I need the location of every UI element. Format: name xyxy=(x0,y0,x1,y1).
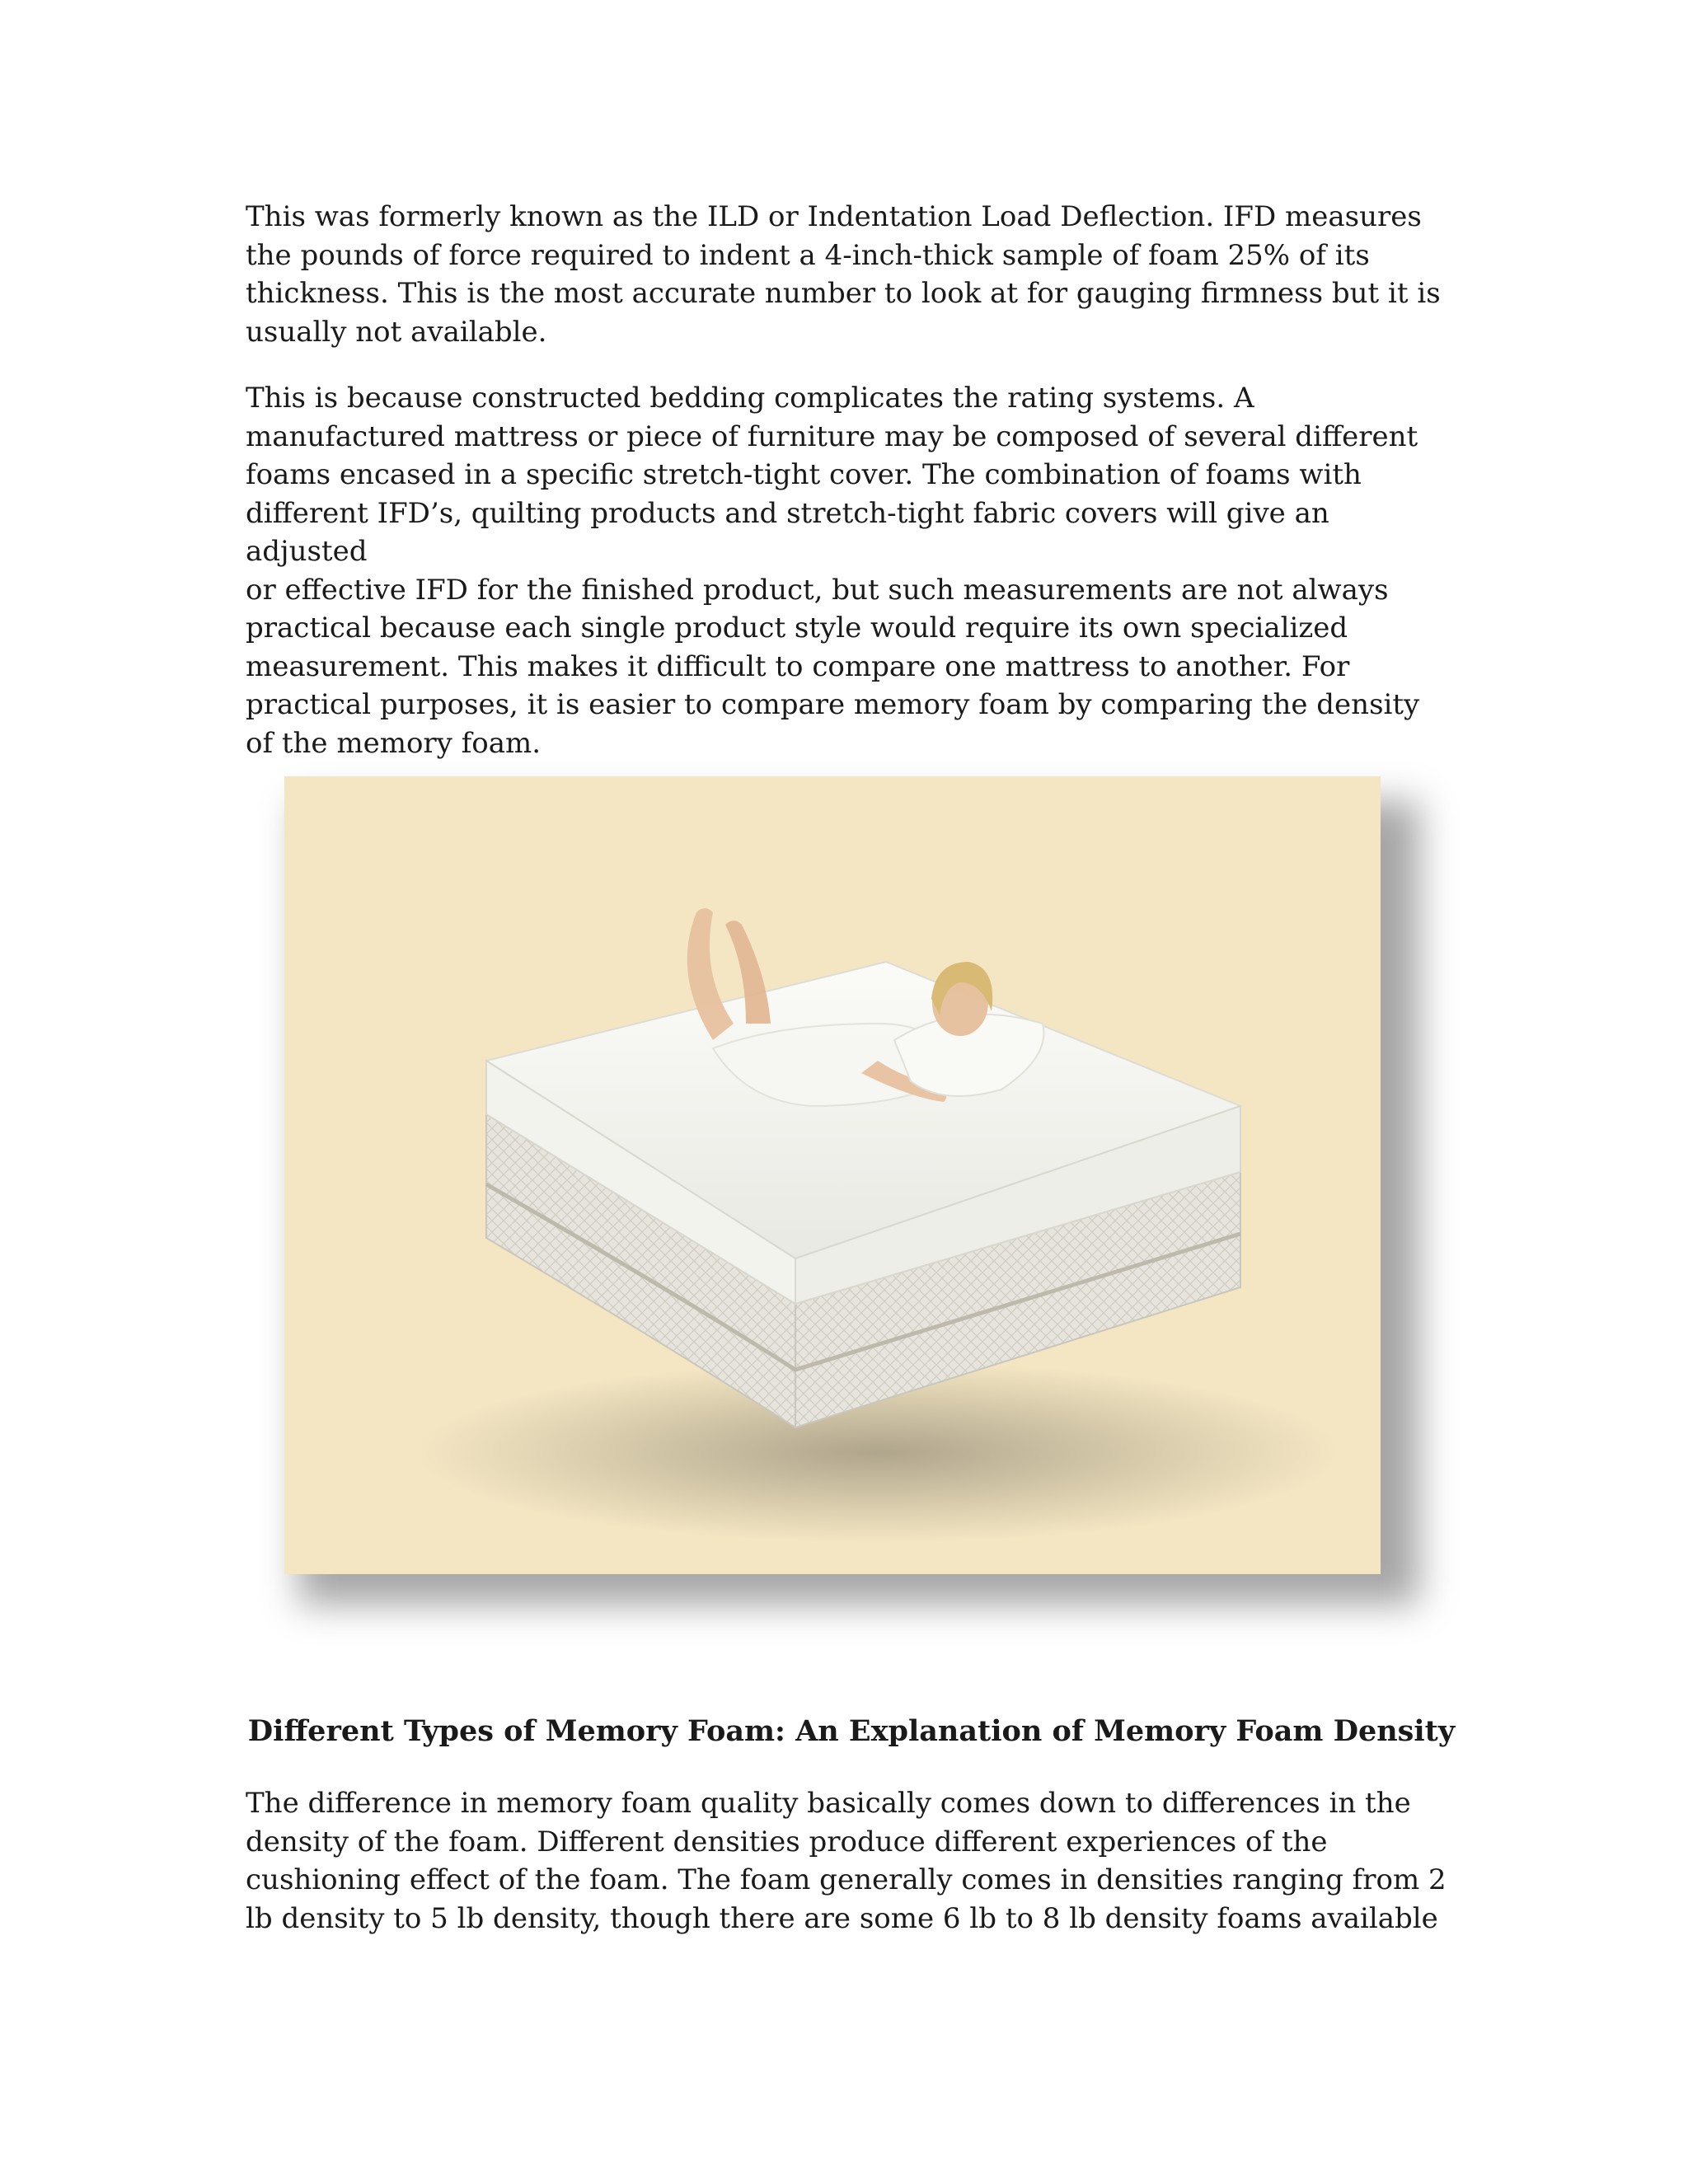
paragraph-foam-density: The difference in memory foam quality basically comes down to differences in the density of the foam. Different densities produce different experiences of the cushioning effect of the foam. The foam generally comes in densities ranging from 2 lb density to 5 lb density, though there are some 6 lb to 8 lb density foams available xyxy=(246,1787,1447,1935)
paragraph-ifd-definition: This was formerly known as the ILD or Indentation Load Deflection. IFD measures the pounds of force required to indent a 4-inch-thick sample of foam 25% of its thickness. This is the most accurate number to look at for gauging firmness but it is usually not available. xyxy=(246,200,1441,349)
section-heading: Different Types of Memory Foam: An Explanation of Memory Foam Density xyxy=(247,1714,1456,1748)
paragraph-constructed-bedding: This is because constructed bedding complicates the rating systems. A manufactured mattress or piece of furniture may be composed of several different foams encased in a specific stretch-tight cover. The combination of foams with different IFD’s, quilting products and stretch-tight fabric covers will give an adjusted or effective IFD for the finished product, but such measurements are not always practical because each single product style would require its own specialized measurement. This makes it difficult to compare one mattress to another. For practical purposes, it is easier to compare memory foam by comparing the density of the memory foam. xyxy=(246,382,1420,760)
mattress-photo xyxy=(284,776,1381,1574)
mattress-illustration xyxy=(284,776,1381,1574)
